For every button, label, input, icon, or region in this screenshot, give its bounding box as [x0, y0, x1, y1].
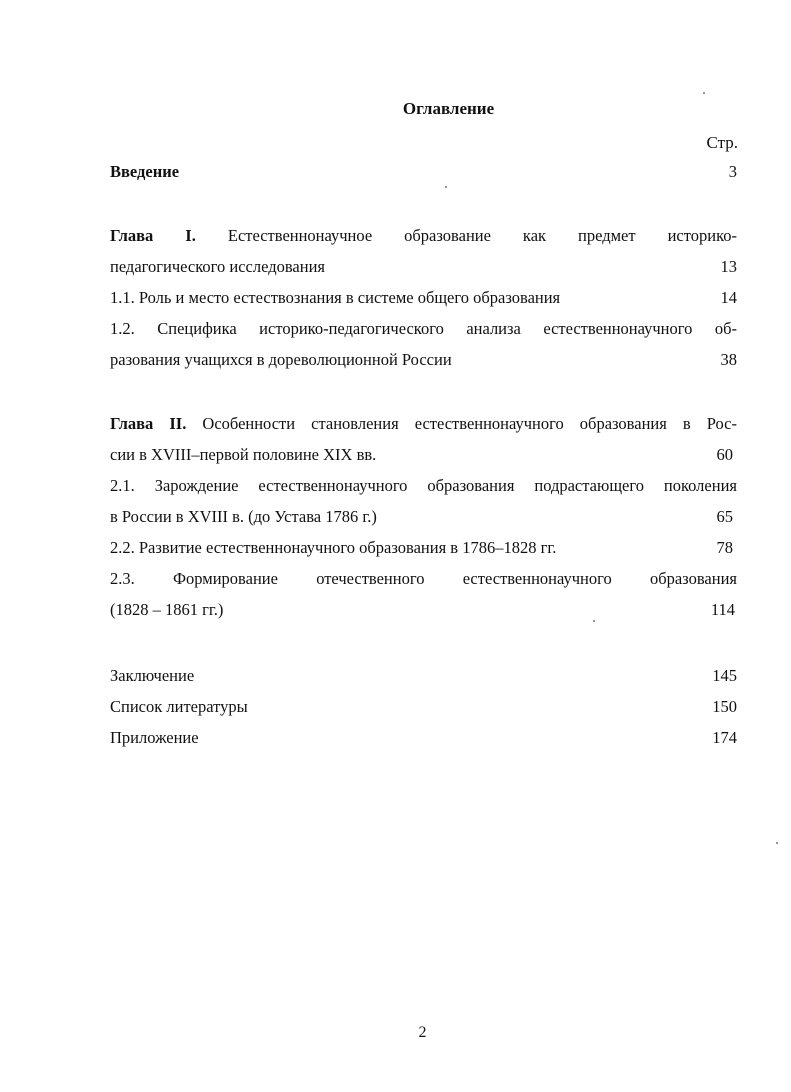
toc-entry-page: 65 [716, 507, 733, 526]
chapter-1-title-2: педагогического исследования [110, 257, 325, 276]
chapter-2-title-2: сии в XVIII–первой половине XIX вв. [110, 445, 377, 464]
toc-entry-page: 3 [728, 162, 737, 181]
toc-entry-intro [110, 156, 737, 187]
toc-entry-label: Заключение [110, 666, 195, 685]
toc-title: Оглавление [402, 99, 495, 118]
toc-entry-page: 60 [716, 445, 733, 464]
chapter-2-title-line-1 [110, 408, 737, 439]
toc-entry-page: 13 [720, 257, 737, 276]
toc-entry-2-2 [110, 532, 737, 563]
chapter-2-label: Глава II. [110, 414, 187, 433]
toc-entry-2-3-line-2: (1828 – 1861 гг.) [110, 600, 224, 619]
toc-entry-label: Приложение [110, 728, 199, 747]
toc-entry-page: 78 [716, 538, 733, 557]
toc-entry-page: 145 [712, 666, 737, 685]
chapter-1-title-line-1 [110, 220, 737, 251]
toc-entry-page: 150 [712, 697, 737, 716]
toc-entry-2-3-line-1: 2.3. Формирование отечественного естественнонаучного образования [110, 569, 737, 588]
toc-entry-1-2-line-2: разования учащихся в дореволюционной России [110, 350, 452, 369]
toc-entry-page: 38 [720, 350, 737, 369]
scan-speck [593, 620, 595, 622]
scan-speck [445, 186, 447, 188]
toc-entry-2-1-line-2: в России в XVIII в. (до Устава 1786 г.) [110, 507, 377, 526]
page-column-header: Стр. [706, 133, 738, 152]
toc-entry-1-1 [110, 282, 737, 313]
toc-entry-page: 14 [720, 288, 737, 307]
toc-entry-label: 1.1. Роль и место естествознания в системе общего образования [110, 288, 561, 307]
chapter-1-label: Глава I. [110, 226, 196, 245]
toc-entry-page: 114 [710, 600, 735, 619]
scan-speck [703, 92, 705, 94]
toc-entry-conclusion [110, 660, 737, 691]
chapter-1-title-1: Естественнонаучное образование как предмет историко- [227, 226, 737, 245]
toc-entry-1-2-line-1: 1.2. Специфика историко-педагогического анализа естественнонаучного об- [110, 319, 737, 338]
toc-entry-bibliography [110, 691, 737, 722]
toc-entry-2-1-line-1: 2.1. Зарождение естественнонаучного образования подрастающего поколения [110, 476, 737, 495]
toc-entry-chapter-2 [110, 408, 737, 625]
toc-entry-label: Введение [110, 162, 180, 181]
toc-entry-label: 2.2. Развитие естественнонаучного образования в 1786–1828 гг. [110, 538, 557, 557]
toc-entry-chapter-1 [110, 220, 737, 375]
toc-entry-appendix [110, 722, 737, 753]
toc-back-matter [110, 660, 737, 753]
toc-entry-label: Список литературы [110, 697, 248, 716]
toc-entry-page: 174 [712, 728, 737, 747]
scan-speck [776, 842, 778, 844]
page-number: 2 [418, 1024, 427, 1041]
chapter-2-title-1: Особенности становления естественнонаучного образования в Рос- [202, 414, 737, 433]
